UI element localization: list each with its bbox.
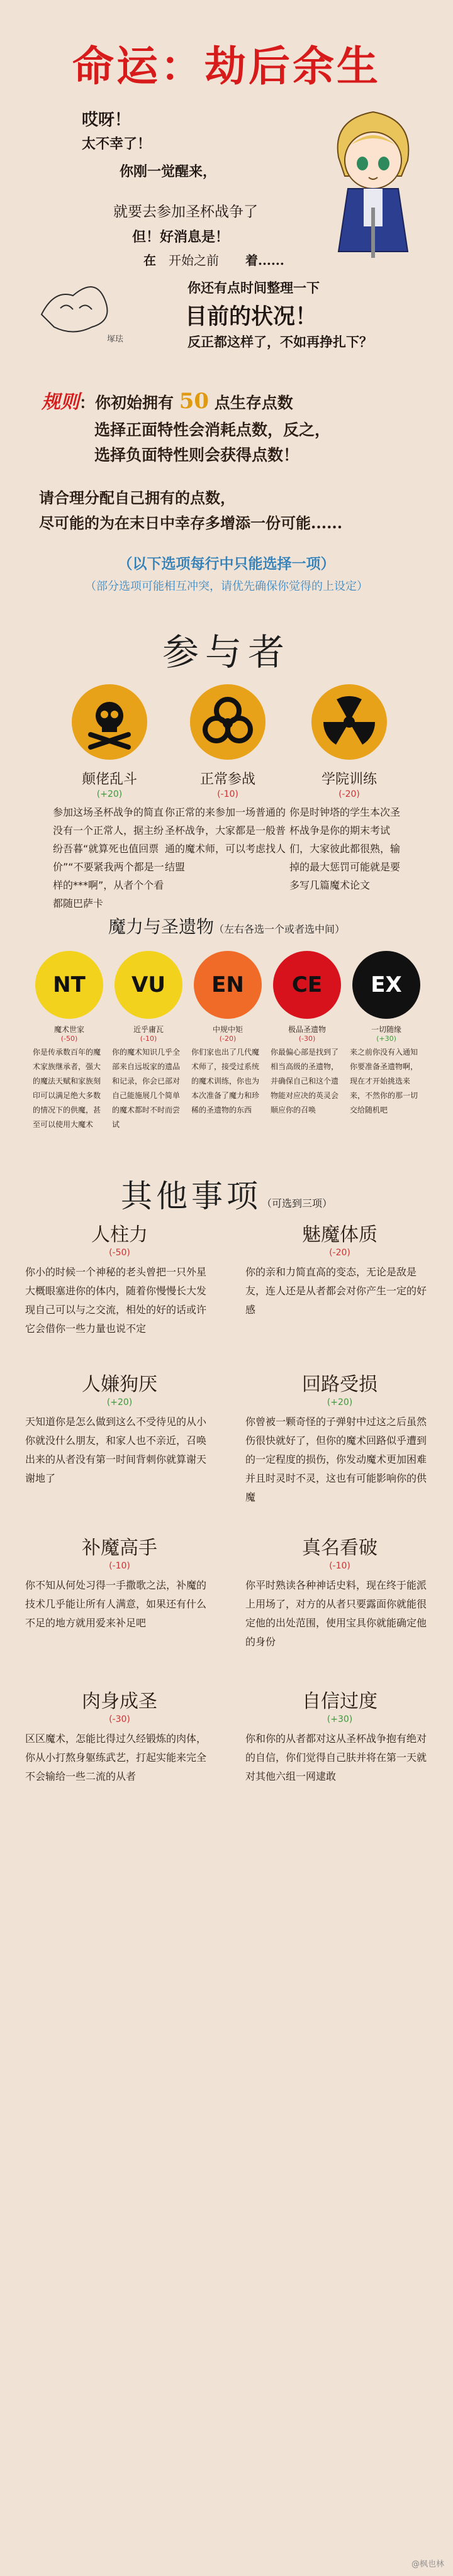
magic-subtitle: （左右各选一个或者选中间） xyxy=(214,923,345,935)
participant-value: (+20) xyxy=(96,789,123,799)
other-option-true-name[interactable] xyxy=(245,1532,434,1652)
other-desc: 你平时熟读各种神话史料，现在终于能派上用场了，对方的从者只要露面你就能很定他的出处范围，使用宝具你就能确定他的身份 xyxy=(245,1579,427,1648)
rules-line-4: 请合理分配自己拥有的点数， xyxy=(39,489,235,507)
magic-desc: 来之前你没有入通知你要准备圣遗物啊，现在才开始挑选来来，不然你的那一切交给随机吧 xyxy=(350,1048,418,1114)
intro-before-a: 在 xyxy=(143,253,156,268)
other-desc: 你小的时候一个神秘的老头曾把一只外星大概眼塞进你的体内，随着你慢慢长大发现自己可以与之交流，相处的好的话或许它会借你一些力量也说不定 xyxy=(25,1266,207,1335)
saber-avatar xyxy=(320,101,427,264)
magic-desc: 你们家也出了几代魔术师了，接受过系统的魔术训练，你也为本次准备了魔力和珍稀的圣遗物的东西 xyxy=(191,1048,260,1114)
other-desc: 天知道你是怎么做到这么不受待见的从小你就没什么朋友，和家人也不亲近，召唤出来的从者没有第一时间背刺你就算谢天谢地了 xyxy=(25,1416,207,1484)
participant-value: (-20) xyxy=(338,789,360,799)
section-magic-title xyxy=(0,913,453,938)
magic-title: 魔力与圣遗物 xyxy=(108,916,214,937)
participant-value: (-10) xyxy=(217,789,238,799)
participant-name: 正常参战 xyxy=(199,772,255,787)
other-option-jinchuriki[interactable] xyxy=(25,1219,214,1338)
magic-code: CE xyxy=(291,972,323,997)
rules-line-1 xyxy=(42,386,293,414)
magic-value: (-30) xyxy=(298,1035,316,1043)
participant-option-normal[interactable] xyxy=(165,684,291,876)
section-others-title xyxy=(0,1171,453,1216)
other-desc: 你曾被一颗奇怪的子弹射中过这之后虽然伤很快就好了，但你的魔术回路似乎遭到的一定程度的损伤，你发动魔术更加困难并且时灵时不灵，这也有可能影响你的供魔 xyxy=(245,1416,427,1503)
magic-value: (-10) xyxy=(140,1035,157,1043)
other-desc: 你和你的从者都对这从圣杯战争抱有绝对的自信，你们觉得自己肤并将在第一天就对其他六组一网逮敢 xyxy=(245,1733,427,1782)
radiation-icon xyxy=(311,684,387,760)
magic-desc: 你最偏心部是找到了相当高级的圣遗物，并确保自己和这个遗物能对应决的英灵会顺应你的召唤 xyxy=(271,1048,339,1114)
nt-badge-icon xyxy=(35,951,103,1019)
other-name: 人嫌狗厌 xyxy=(82,1374,157,1396)
magic-code: NT xyxy=(53,972,86,997)
magic-code: EN xyxy=(211,972,244,997)
participant-option-academy[interactable] xyxy=(289,684,409,894)
magic-desc: 你的魔术知识几乎全部来自远坂家的遗品和记录，你会已部对自己能施展几个简单的魔术都时不时而尝试 xyxy=(112,1048,181,1129)
rules-note-1: （以下选项每行中只能选择一项） xyxy=(118,555,335,572)
participant-option-chaos[interactable] xyxy=(53,684,166,913)
intro-unlucky: 太不幸了！ xyxy=(82,136,152,152)
other-name: 魅魔体质 xyxy=(302,1224,378,1246)
rules-line-5: 尽可能的为在末日中幸存多增添一份可能...... xyxy=(39,514,343,532)
participant-desc: 你正常的来参加一场普通的圣杯战争，大家都是一般普通的魔术师，可以考虑找人结盟 xyxy=(165,806,286,873)
intro-exclaim: 哎呀！ xyxy=(82,111,131,130)
other-desc: 你的亲和力简直高的变态，无论是敌是友，连人还是从者都会对你产生一定的好感 xyxy=(245,1266,427,1316)
other-option-disliked[interactable] xyxy=(25,1368,214,1488)
other-value: (+20) xyxy=(327,1397,353,1407)
others-title: 其他事项 xyxy=(120,1178,262,1214)
other-value: (-50) xyxy=(109,1248,130,1258)
intro-holy-grail: 就要去参加圣杯战争了 xyxy=(113,204,258,220)
magic-name: 极品圣遗物 xyxy=(288,1025,326,1034)
other-name: 补魔高手 xyxy=(82,1537,157,1559)
intro-before-b: 开始之前 xyxy=(169,253,219,268)
other-value: (-10) xyxy=(329,1561,350,1571)
magic-option-nt[interactable] xyxy=(29,951,109,1132)
biohazard-icon xyxy=(190,684,266,760)
en-badge-icon xyxy=(194,951,262,1019)
participant-name: 颠佬乱斗 xyxy=(81,772,137,787)
magic-option-ex[interactable] xyxy=(346,951,427,1118)
rules-line-2: 选择正面特性会消耗点数，反之， xyxy=(94,421,331,439)
intro-sign: 塚珐 xyxy=(107,335,124,344)
magic-desc: 你是传承数百年的魔术家族继承者，强大的魔法天赋和家族刻印可以满足绝大多数的情况下的供魔，甚至可以使用大魔术 xyxy=(33,1048,101,1129)
magic-value: (+30) xyxy=(376,1035,396,1043)
other-option-body-saint[interactable] xyxy=(25,1685,214,1786)
scribble-doodle xyxy=(35,270,117,340)
page-title: 命运：劫后余生 xyxy=(72,42,381,91)
intro-wakeup: 你刚一觉醒来， xyxy=(120,164,217,180)
other-value: (+20) xyxy=(106,1397,133,1407)
others-subtitle: （可选到三项） xyxy=(261,1197,332,1209)
magic-name: 近乎庸瓦 xyxy=(133,1025,164,1034)
participant-desc: 你是时钟塔的学生本次圣杯战争是你的期末考试们，大家彼此都很熟，输掉的最大惩罚可能就是要多写几篇魔术论文 xyxy=(289,806,401,891)
other-name: 肉身成圣 xyxy=(82,1690,157,1713)
ce-badge-icon xyxy=(273,951,341,1019)
other-desc: 区区魔术，怎能比得过久经锻炼的肉体，你从小打熬身躯练武艺，打起实能来完全不会输给一些二流的从者 xyxy=(25,1733,207,1782)
magic-name: 一切随缘 xyxy=(371,1025,401,1034)
rules-points: 50 xyxy=(179,389,210,414)
vu-badge-icon xyxy=(115,951,182,1019)
other-name: 回路受损 xyxy=(302,1374,378,1396)
magic-value: (-20) xyxy=(219,1035,237,1043)
magic-option-en[interactable] xyxy=(187,951,268,1118)
magic-value: (-50) xyxy=(60,1035,78,1043)
intro-good-news: 但！好消息是！ xyxy=(132,229,230,245)
other-name: 真名看破 xyxy=(302,1537,378,1559)
other-name: 自信过度 xyxy=(302,1690,378,1713)
skull-icon xyxy=(72,684,147,760)
other-option-overconfident[interactable] xyxy=(245,1685,434,1786)
other-option-mana-expert[interactable] xyxy=(25,1532,214,1633)
rules-line1a: ：你初始拥有 xyxy=(79,394,174,412)
other-value: (-10) xyxy=(109,1561,130,1571)
other-desc: 你不知从何处习得一手撒歌之法，补魔的技术几乎能让所有人满意，如果还有什么不足的地方就用爱来补足吧 xyxy=(25,1579,207,1629)
rules-note-2: （部分选项可能相互冲突，请优先确保你觉得的上设定） xyxy=(85,580,368,593)
other-value: (-20) xyxy=(329,1248,350,1258)
magic-option-ce[interactable] xyxy=(267,951,347,1118)
magic-name: 魔术世家 xyxy=(53,1025,84,1034)
magic-code: EX xyxy=(371,972,402,997)
intro-struggle: 反正都这样了，不如再挣扎下？ xyxy=(187,334,372,350)
rules-line1b: 点生存点数 xyxy=(214,394,293,412)
participant-name: 学院训练 xyxy=(321,772,377,787)
other-value: (+30) xyxy=(327,1714,353,1724)
intro-before-c: 着...... xyxy=(245,253,284,268)
intro-arrange: 你还有点时间整理一下 xyxy=(187,280,320,296)
watermark: @枫也林 xyxy=(411,2560,444,2569)
participant-desc: 参加这场圣杯战争的简直没有一个正常人，据主纷纷吾暮“就算死也值回票价”“不要紧我两个都是一样的***啊”，从者个个看都随巴萨卡 xyxy=(53,806,164,909)
other-option-circuit-damage[interactable] xyxy=(245,1368,434,1507)
magic-option-vu[interactable] xyxy=(108,951,189,1132)
rules-label: 规则 xyxy=(42,391,79,413)
other-name: 人柱力 xyxy=(91,1224,148,1246)
ex-badge-icon xyxy=(352,951,420,1019)
intro-status: 目前的状况！ xyxy=(185,304,318,330)
other-value: (-30) xyxy=(109,1714,130,1724)
other-option-charm[interactable] xyxy=(245,1219,434,1319)
section-participate-title: 参与者 xyxy=(162,631,291,674)
rules-line-3: 选择负面特性则会获得点数！ xyxy=(94,446,299,464)
magic-code: VU xyxy=(131,972,165,997)
magic-name: 中规中矩 xyxy=(212,1025,243,1034)
